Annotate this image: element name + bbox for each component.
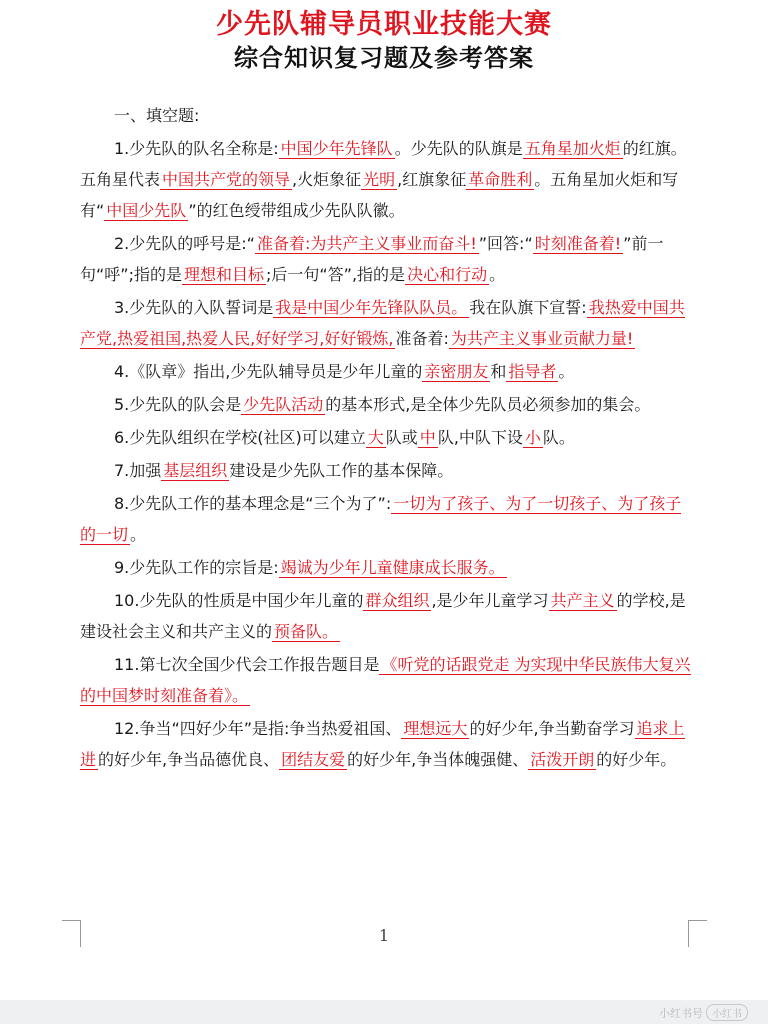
q2-text-2: ”回答:“ — [478, 234, 533, 253]
question-9 — [80, 552, 692, 583]
q10-answer-2: 共产主义 — [550, 591, 615, 610]
question-2 — [80, 228, 692, 290]
q4-answer-1: 亲密朋友 — [424, 362, 489, 381]
document-body — [80, 100, 692, 777]
q3-answer-3: 为共产主义事业贡献力量! — [450, 329, 634, 348]
q10-text-3: 的学校,是建设社会主义和共产主义的 — [80, 591, 686, 641]
q2-answer-4: 决心和行动 — [407, 265, 488, 284]
page-number: 1 — [378, 926, 390, 945]
question-11 — [80, 649, 692, 711]
q1-answer-4: 光明 — [363, 170, 396, 189]
q6-answer-2: 中 — [419, 428, 436, 447]
q8-answer-1: 一切为了孩子、为了一切孩子、为了孩子的一切 — [80, 494, 682, 544]
q1-text-4: ,火炬象征 — [292, 170, 362, 189]
q12-text-4: 的好少年,争当体魄强健、 — [347, 750, 529, 769]
question-12 — [80, 713, 692, 775]
question-10 — [80, 585, 692, 647]
q12-text-1: 12.争当“四好少年”是指:争当热爱祖国、 — [114, 719, 402, 738]
q2-text-5: 。 — [489, 265, 506, 284]
q6-text-2: 队或 — [385, 428, 418, 447]
q6-answer-3: 小 — [524, 428, 541, 447]
section-heading: 一、填空题: — [114, 106, 200, 125]
q12-text-5: 的好少年。 — [596, 750, 677, 769]
question-4 — [80, 356, 692, 387]
q2-text-3: ”前一句“呼”;指的是 — [80, 234, 664, 284]
q1-answer-2: 五角星加火炬 — [524, 139, 621, 158]
q1-answer-5: 革命胜利 — [468, 170, 533, 189]
q1-answer-1: 中国少年先锋队 — [280, 139, 393, 158]
q12-text-3: 的好少年,争当品德优良、 — [98, 750, 280, 769]
q1-answer-6: 中国少先队 — [106, 201, 187, 220]
q12-text-2: 的好少年,争当勤奋学习 — [469, 719, 635, 738]
q3-answer-1: 我是中国少年先锋队队员。 — [275, 298, 468, 317]
q3-text-3: 准备着: — [395, 329, 449, 348]
q10-answer-3: 预备队。 — [274, 622, 339, 641]
q6-answer-1: 大 — [367, 428, 384, 447]
watermark-badge: 小红书 — [706, 1004, 748, 1021]
document-subtitle: 综合知识复习题及参考答案 — [234, 44, 534, 72]
q6-text-3: 队,中队下设 — [437, 428, 523, 447]
question-1 — [80, 133, 692, 226]
q4-text-1: 4.《队章》指出,少先队辅导员是少年儿童的 — [114, 362, 423, 381]
q3-text-2: 我在队旗下宣誓: — [469, 298, 587, 317]
q10-text-2: ,是少年儿童学习 — [431, 591, 549, 610]
question-7 — [80, 455, 692, 486]
q2-answer-1: 准备着:为共产主义事业而奋斗! — [256, 234, 477, 253]
q8-text-2: 。 — [130, 525, 147, 544]
q3-answer-2: 我热爱中国共产党,热爱祖国,热爱人民,好好学习,好好锻炼, — [80, 298, 685, 348]
question-5 — [80, 389, 692, 420]
question-8 — [80, 488, 692, 550]
q11-answer-1: 《听党的话跟党走 为实现中华民族伟大复兴的中国梦时刻准备着》。 — [80, 655, 691, 705]
q7-text-1: 7.加强 — [114, 461, 162, 480]
document-title: 少先队辅导员职业技能大赛 — [216, 9, 552, 40]
q1-text-1: 1.少先队的队名全称是: — [114, 139, 279, 158]
q2-text-4: ;后一句“答”,指的是 — [266, 265, 406, 284]
watermark-text: 小红书号 — [659, 1007, 703, 1020]
q10-text-1: 10.少先队的性质是中国少年儿童的 — [114, 591, 364, 610]
q12-answer-4: 活泼开朗 — [530, 750, 595, 769]
q1-text-5: ,红旗象征 — [397, 170, 467, 189]
q3-text-1: 3.少先队的入队誓词是 — [114, 298, 274, 317]
q5-text-1: 5.少先队的队会是 — [114, 395, 242, 414]
q6-text-1: 6.少先队组织在学校(社区)可以建立 — [114, 428, 366, 447]
q2-text-1: 2.少先队的呼号是:“ — [114, 234, 255, 253]
q1-text-2: 。少先队的队旗是 — [394, 139, 523, 158]
watermark — [659, 1004, 748, 1021]
q1-answer-3: 中国共产党的领导 — [162, 170, 291, 189]
q2-answer-2: 时刻准备着! — [534, 234, 622, 253]
question-6 — [80, 422, 692, 453]
q12-answer-2: 追求上进 — [80, 719, 685, 769]
q5-text-2: 的基本形式,是全体少先队员必须参加的集会。 — [325, 395, 651, 414]
q9-answer-1: 竭诚为少年儿童健康成长服务。 — [280, 558, 505, 577]
q12-answer-1: 理想远大 — [403, 719, 468, 738]
q9-text-1: 9.少先队工作的宗旨是: — [114, 558, 279, 577]
q1-text-3: 的红旗。五角星代表 — [80, 139, 687, 189]
q1-text-7: ”的红色绶带组成少先队队徽。 — [188, 201, 405, 220]
question-3 — [80, 292, 692, 354]
q12-answer-3: 团结友爱 — [281, 750, 346, 769]
q2-answer-3: 理想和目标 — [183, 265, 264, 284]
bottom-strip — [0, 1000, 768, 1024]
q11-text-1: 11.第七次全国少代会工作报告题目是 — [114, 655, 380, 674]
q10-answer-1: 群众组织 — [365, 591, 430, 610]
q4-text-2: 和 — [490, 362, 507, 381]
q4-text-3: 。 — [558, 362, 575, 381]
q8-text-1: 8.少先队工作的基本理念是“三个为了”: — [114, 494, 392, 513]
q5-answer-1: 少先队活动 — [243, 395, 324, 414]
q7-answer-1: 基层组织 — [163, 461, 228, 480]
q6-text-4: 队。 — [542, 428, 575, 447]
q1-text-6: 。五角星加火炬和写有“ — [80, 170, 679, 220]
q7-text-2: 建设是少先队工作的基本保障。 — [229, 461, 454, 480]
q4-answer-2: 指导者 — [508, 362, 557, 381]
